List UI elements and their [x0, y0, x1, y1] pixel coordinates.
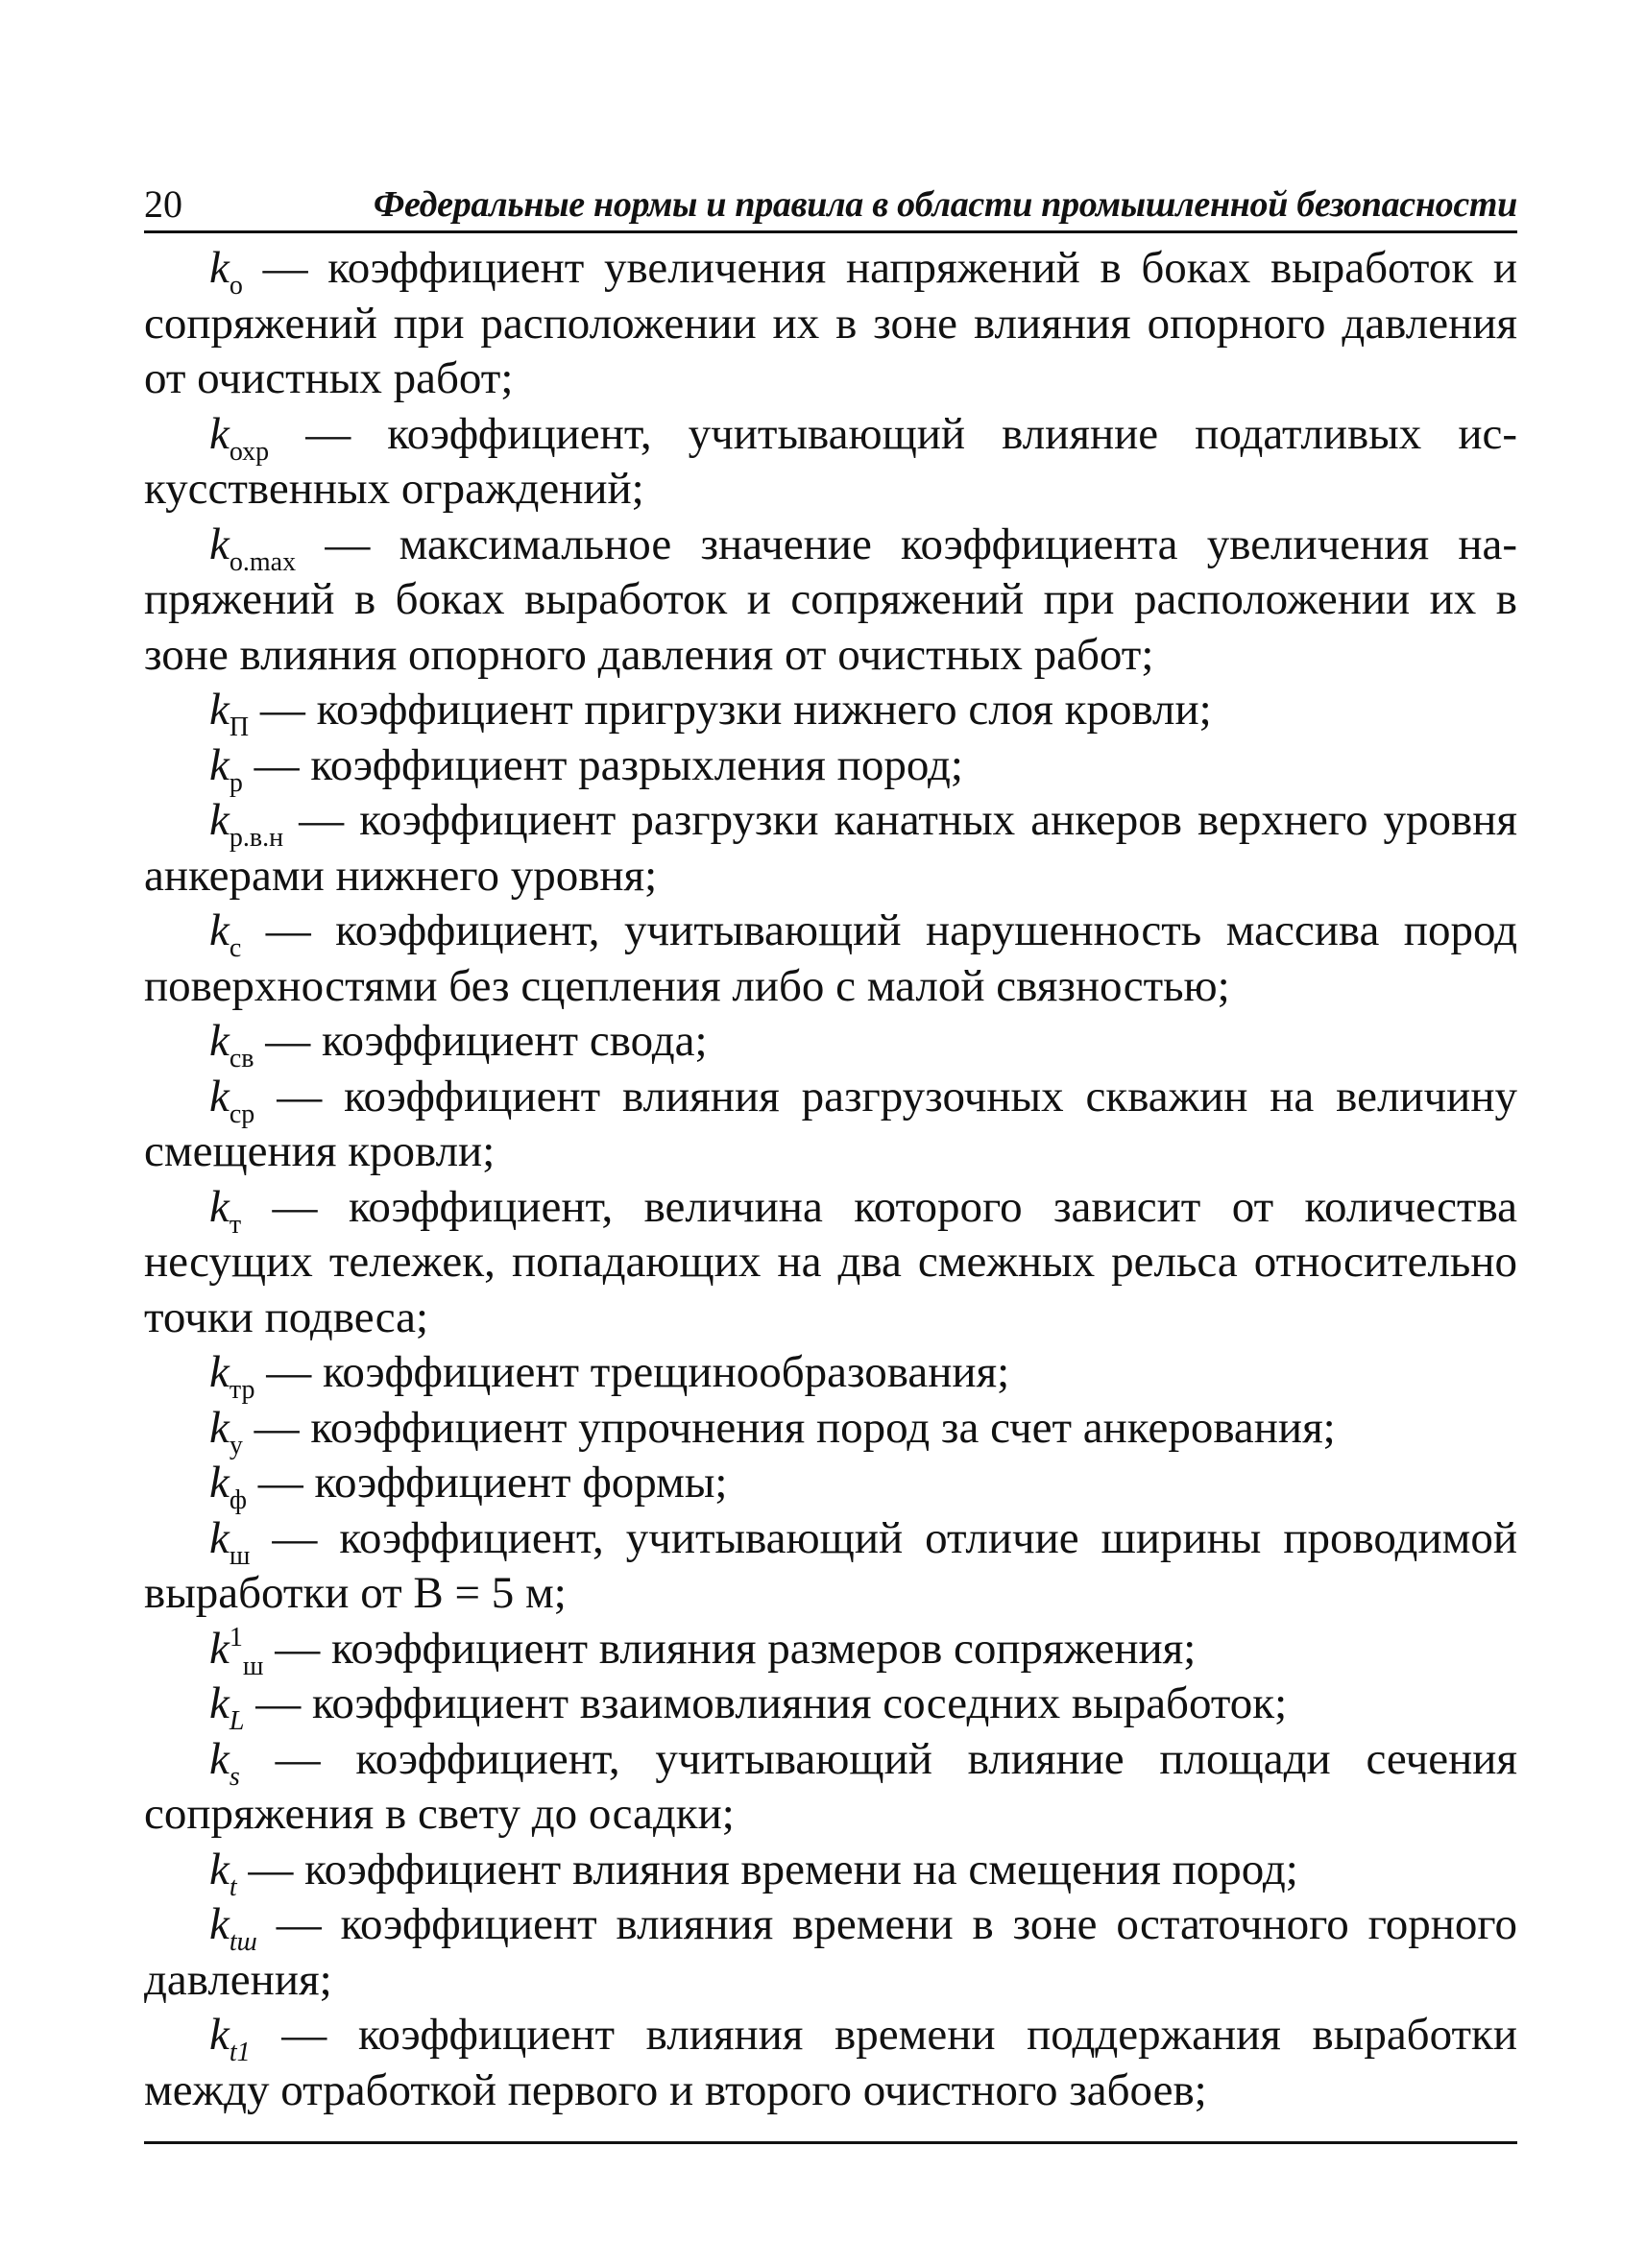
definition-entry — [144, 1511, 1517, 1622]
definition-text: — коэффициент влияния времени в зоне остаточного горного давления; — [144, 1899, 1517, 2005]
coefficient-subscript: П — [229, 712, 250, 742]
definition-entry — [144, 1345, 1517, 1405]
coefficient-symbol: k — [209, 1844, 230, 1894]
definition-entry — [144, 1677, 1517, 1736]
coefficient-symbol: k — [209, 1458, 230, 1508]
coefficient-subscript: ср — [229, 1098, 255, 1129]
coefficient-subscript: о — [229, 271, 243, 301]
coefficient-subscript: у — [229, 1430, 243, 1460]
definition-entry — [144, 1180, 1517, 1346]
coefficient-symbol: k — [209, 905, 230, 955]
coefficient-symbol: k — [209, 1347, 230, 1397]
coefficient-symbol: k — [209, 1678, 230, 1728]
coefficient-subscript: т — [229, 1209, 242, 1240]
coefficient-subscript: ш — [242, 1651, 264, 1681]
coefficient-subscript: t1 — [229, 2038, 251, 2067]
coefficient-symbol: k — [209, 1181, 230, 1232]
definition-entry — [144, 1622, 1517, 1681]
coefficient-symbol: k — [209, 1402, 230, 1453]
coefficient-symbol: k — [209, 685, 230, 735]
definition-text: — коэффициент взаимовлияния соседних выработок; — [244, 1678, 1288, 1728]
definition-entry — [144, 1897, 1517, 2008]
coefficient-symbol: k — [209, 1733, 230, 1784]
coefficient-subscript: св — [229, 1044, 254, 1074]
coefficient-superscript: 1 — [229, 1622, 243, 1653]
definition-text: — коэффициент влияния времени поддержания выработки между отработкой первого и второго очистного забоев; — [144, 2010, 1517, 2115]
definition-text: — коэффициент увеличения напряжений в боках выработок и сопряжений при расположении их в зоне влияния опорного давления от очистных работ; — [144, 243, 1517, 403]
definition-entry — [144, 1456, 1517, 1515]
definition-text: — коэффициент влияния размеров сопряжения; — [263, 1623, 1197, 1674]
definition-text: — коэффициент упрочнения пород за счет анкерования; — [242, 1402, 1336, 1453]
running-title: Федеральные нормы и правила в области промышленной безопасности — [373, 184, 1517, 225]
coefficient-subscript: s — [229, 1761, 240, 1792]
coefficient-subscript: L — [229, 1706, 245, 1736]
coefficient-symbol: k — [209, 795, 230, 845]
definition-text: — коэффициент трещинообразования; — [254, 1347, 1010, 1397]
coefficient-subscript: с — [229, 933, 242, 963]
definition-text: — коэффициент разрыхления пород; — [242, 739, 963, 790]
coefficient-subscript: о.max — [229, 546, 297, 577]
definition-entry — [144, 1401, 1517, 1460]
definition-entry — [144, 518, 1517, 684]
coefficient-symbol: k — [209, 519, 230, 569]
page-header — [144, 173, 1517, 233]
definitions-list — [144, 241, 1517, 2118]
coefficient-symbol: k — [209, 2010, 230, 2060]
definition-text: — коэффициент, учитывающий нарушенность массива пород поверхностями без сцепления либо с малой связностью; — [144, 905, 1517, 1011]
page-number: 20 — [144, 182, 182, 226]
definition-entry — [144, 2008, 1517, 2118]
definition-text: — коэффициент, учитывающий отличие ширины проводимой выработки от B = 5 м; — [144, 1512, 1517, 1618]
coefficient-symbol: k — [209, 1623, 230, 1674]
coefficient-subscript: ш — [229, 1540, 251, 1571]
definition-entry — [144, 1014, 1517, 1074]
definition-text: — коэффициент пригрузки нижнего слоя кровли; — [249, 685, 1212, 735]
coefficient-symbol: k — [209, 1016, 230, 1066]
definition-text: — коэффициент влияния разгрузочных скважин на величину смещения кровли; — [144, 1071, 1517, 1176]
definition-text: — коэффициент формы; — [247, 1458, 728, 1508]
coefficient-subscript: ф — [229, 1485, 248, 1515]
definition-text: — коэффициент, величина которого зависит от количества несущих тележек, попадающих на два смежных рельса относительно точки подвеса; — [144, 1181, 1517, 1342]
coefficient-symbol: k — [209, 1071, 230, 1122]
coefficient-subscript: р.в.н — [229, 823, 284, 853]
definition-entry — [144, 1070, 1517, 1180]
definition-entry — [144, 241, 1517, 407]
definition-text: — коэффициент разгрузки канатных анкеров верхнего уровня анкерами нижнего уровня; — [144, 795, 1517, 901]
definition-text: — максимальное значение коэффициента увеличения напряжений в боках выработок и сопряжений при расположении их в зоне влияния опорного давления от очистных работ; — [144, 519, 1517, 680]
coefficient-symbol: k — [209, 408, 230, 459]
coefficient-subscript: t — [229, 1871, 237, 1902]
definition-text: — коэффициент, учитывающий влияние площади сечения сопряжения в свету до осадки; — [144, 1733, 1517, 1839]
coefficient-subscript: охр — [229, 436, 270, 467]
definition-text: — коэффициент свода; — [254, 1016, 708, 1066]
definition-entry — [144, 683, 1517, 742]
definition-entry — [144, 1732, 1517, 1843]
definition-entry — [144, 904, 1517, 1014]
coefficient-symbol: k — [209, 1899, 230, 1949]
document-page — [144, 173, 1517, 2144]
coefficient-symbol: k — [209, 243, 230, 293]
definition-entry — [144, 407, 1517, 518]
coefficient-symbol: k — [209, 739, 230, 790]
coefficient-symbol: k — [209, 1512, 230, 1563]
definition-text: — коэффициент влияния времени на смещения пород; — [236, 1844, 1298, 1894]
coefficient-subscript: тр — [229, 1375, 255, 1405]
coefficient-subscript: tш — [229, 1927, 257, 1957]
coefficient-subscript: р — [229, 767, 243, 798]
definition-entry — [144, 738, 1517, 798]
footer-rule — [144, 2141, 1517, 2144]
definition-entry — [144, 1843, 1517, 1902]
definition-entry — [144, 793, 1517, 904]
definition-text: — коэффициент, учитывающий влияние податливых искусственных ограждений; — [144, 408, 1517, 514]
